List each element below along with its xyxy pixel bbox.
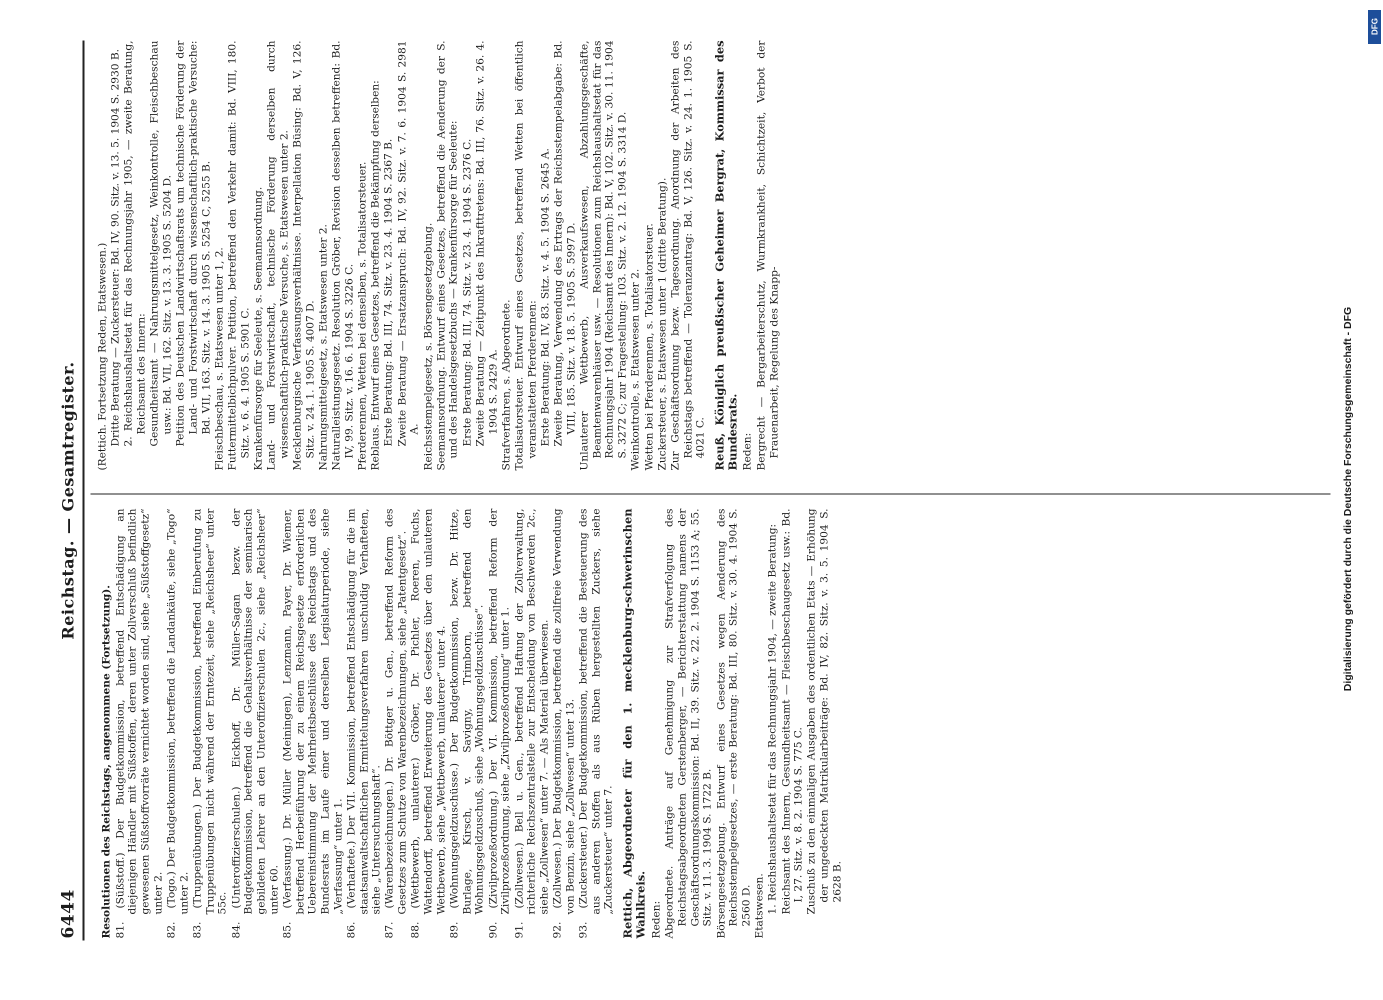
entry-text: Land- und Forstwirtschaft, technische Förderung derselben durch wissenschaftlich-praktische Versuche, s. Etatswesen unter 2. (265, 40, 290, 470)
entry-number: 88. (409, 921, 422, 938)
entry-text: Zuschuß zu den einmaligen Ausgaben des ordentlichen Etats — Erhöhung der ungedeckten Matrikularbeiträge: Bd. IV, 82. Sitz. v. 3. 5. 1904 S. 2628 B. (805, 508, 843, 914)
digitization-notice: Digitalisierung gefördert durch die Deutsche Forschungsgemeinschaft - DFG (1342, 306, 1354, 692)
index-entry (383, 508, 408, 938)
entry-number: 82. (165, 921, 178, 938)
entry-text: Krankenfürsorge für Seeleute, s. Seemannsordnung. (251, 186, 264, 470)
page-header (0, 0, 90, 1000)
entry-number: 93. (577, 921, 590, 938)
entry-text: Reblaus. Entwurf eines Gesetzes, betreffend die Bekämpfung derselben: (369, 79, 382, 470)
entry-text: Zur Geschäftsordnung bezw. Tagesordnung. Anordnung der Arbeiten des Reichstags betreffend — Toleranzantrag: Bd. V, 126. Sitz. v. 24. 1. 1905 S. 4021 C. (668, 40, 707, 470)
entry-text: (Unteroffizierschulen.) Eickhoff, Dr. Müller-Sagan bezw. der Budgetkommission, betreffend die Gehaltsverhältnisse der seminarisch gebildeten Lehrer an den Unteroffizierschulen 2c., siehe „Reichsheer“ unter 60. (229, 508, 280, 914)
entry-text: Etatswesen. (753, 872, 766, 938)
entry-text: (Süßstoff.) Der Budgetkommission, betreffend Entschädigung an diejenigen Händler mit Süßstoffen, deren unter Zollverschluß befindlich gewesenen Süßstoffvorräte vernichtet worden sind, siehe „Süßstoffgesetz“ unter 2. (113, 508, 164, 914)
index-entry (409, 508, 447, 938)
index-indent (174, 40, 212, 470)
index-speaker (621, 508, 646, 938)
entry-text: (Rettich. Fortsetzung Reden, Etatswesen.) (96, 242, 108, 470)
entry-number: 84. (229, 921, 242, 938)
index-plain (330, 40, 355, 470)
entry-text: (Zivilprozeßordnung.) Der VI. Kommission, betreffend Reform der Zivilprozeßordnung, siehe „Zivilprozeßordnung“ unter 1. (486, 508, 512, 914)
entry-text: Weinkontrolle, s. Etatswesen unter 2. (629, 268, 642, 470)
entry-text: 1. Reichshaushaltsetat für das Rechnungsjahr 1904, — zweite Beratung: (766, 523, 779, 914)
entry-text: Börsengesetzgebung. Entwurf eines Gesetzes wegen Aenderung des Reichsstempelgesetzes, — erste Beratung: Bd. III, 80. Sitz. v. 30. 4. 1904 S. 2560 D. (714, 508, 752, 938)
entry-text: Petition des Deutschen Landwirtschaftsrats um technische Förderung der Land- und Forstwirtschaft durch wissenschaftlich-praktische Versuche: Bd. VII, 163. Sitz. v. 14. 3. 1905 S. 5254 C, 5255 B. (174, 40, 212, 446)
index-label (741, 40, 754, 470)
dfg-logo (1368, 10, 1381, 44)
index-heading (100, 508, 113, 938)
entry-text: Futtermittelbichpulver. Petition, betreffend den Verkehr damit: Bd. VIII, 180. Sitz. v. 6. 4. 1905 S. 5901 C. (226, 40, 251, 470)
entry-text: Rettich, Abgeordneter für den 1. mecklenburg-schwerinschen Wahlkreis. (620, 508, 647, 938)
index-indent (148, 40, 173, 470)
entry-text: Resolutionen des Reichstags, angenommene (Fortsetzung). (100, 584, 112, 938)
header-rule (82, 40, 84, 940)
left-column (96, 508, 844, 938)
index-entry (487, 508, 512, 938)
entry-text: (Truppenübungen.) Der Budgetkommission, betreffend Einberufung zu Truppenübungen nicht während der Erntezeit, siehe „Reichsheer“ unter 55c. (190, 508, 229, 914)
entry-number: 81. (113, 921, 126, 938)
index-plain (213, 40, 226, 470)
entry-text: Totalisatorsteuer. Entwurf eines Gesetzes, betreffend Wetten bei öffentlich veranstalteten Pferderennen: (513, 40, 538, 470)
index-indent (805, 508, 843, 938)
index-plain (317, 40, 330, 470)
entry-text: Strafverfahren, s. Abgeordnete. (499, 299, 512, 470)
index-indent (552, 40, 577, 470)
index-indent (109, 40, 122, 470)
entry-text: (Verfassung.) Dr. Müller (Meiningen), Lenzmann, Payer, Dr. Wiemer, betreffend Herbeiführung der zu einem Reichsgesetze erforderlichen Uebereinstimmung der Mehrheitsbeschlüsse des Reichstags und des Bundesrats im Laufe einer und derselben Legislaturperiode, siehe „Verfassung“ unter 1. (280, 508, 344, 914)
index-plain (252, 40, 265, 470)
entry-number: 83. (190, 921, 203, 938)
index-entry (281, 508, 345, 938)
entry-text: Abgeordnete. Anträge auf Genehmigung zur Strafverfolgung des Reichstagsabgeordneten Gerstenberger, — Berichterstattung namens der Geschäftsordnungskommission: Bd. II, 39. Sitz. v. 22. 2. 1904 S. 1153 A; 55. Sitz. v. 11. 3. 1904 S. 1722 B. (663, 508, 714, 938)
entry-text: 2. Reichshaushaltsetat für das Rechnungsjahr 1905, — zweite Beratung, Reichsamt des Innern: (122, 40, 148, 446)
page-number: 6444 (58, 888, 78, 938)
index-entry (114, 508, 165, 938)
entry-text: Erste Beratung: Bd. III, 74. Sitz. v. 23. 4. 1904 S. 2376 C. (460, 138, 473, 446)
index-label (650, 508, 663, 938)
entry-text: Reden: (649, 900, 662, 938)
entry-text: Dritte Beratung — Zuckersteuer: Bd. IV, 90. Sitz. v. 13. 5. 1904 S. 2930 B. (109, 48, 122, 446)
entry-text: Reuß, Königlich preußischer Geheimer Bergrat, Kommissar des Bundesrats. (712, 40, 739, 470)
index-indent (539, 40, 552, 470)
entry-text: (Zuckersteuer.) Der Budgetkommission, betreffend die Besteuerung des aus anderen Stoffen als aus Rüben hergestellten Zuckers, siehe „Zuckersteuer“ unter 7. (577, 508, 615, 914)
entry-text: (Zollwesen.) Der Budgetkommission, betreffend die zollfreie Verwendung von Benzin, siehe „Zollwesen“ unter 13. (551, 508, 576, 914)
index-entry (345, 508, 383, 938)
index-entry (230, 508, 281, 938)
index-entry (577, 508, 615, 938)
index-plain (369, 40, 382, 470)
index-plain (715, 508, 753, 938)
index-plain (578, 40, 629, 470)
index-plain (96, 40, 109, 470)
index-entry (191, 508, 229, 938)
entry-text: Erste Beratung: Bd. III, 74. Sitz. v. 23. 4. 1904 S. 2367 B. (382, 138, 395, 446)
entry-number: 91. (512, 921, 525, 938)
index-plain (669, 40, 707, 470)
index-indent (122, 40, 147, 470)
entry-number: 87. (383, 921, 396, 938)
index-indent (396, 40, 421, 470)
index-plain (226, 40, 251, 470)
index-plain (513, 40, 538, 470)
entry-text: (Zollwesen.) Bell u. Gen., betreffend Haftung der Zollverwaltung, richterliche Reichszentralstelle zur Entscheidung von Beschwerden 2c., siehe „Zollwesen“ unter 7. — Als Material überwiesen. (512, 508, 550, 914)
entry-text: Reichsamt des Innern, Gesundheitsamt — Fleischbeschaugesetz usw.: Bd. I, 27. Sitz. v. 8. 2. 1904 S. 775 C. (779, 508, 805, 914)
entry-text: Zuckersteuer, s. Etatswesen unter 1 (dritte Beratung). (655, 177, 668, 470)
entry-number: 90. (486, 921, 499, 938)
index-plain (500, 40, 513, 470)
entry-number: 89. (447, 921, 460, 938)
running-title: Reichstag. — Gesamtregister. (58, 360, 77, 640)
entry-number: 85. (280, 921, 293, 938)
entry-text: Unlauterer Wettbewerb, Ausverkaufswesen, Abzahlungsgeschäfte, Beamtenwarenhäuser usw. — Resolutionen zum Reichshaushaltsetat für das Rechnungsjahr 1904 (Reichsamt des Innern): Bd. V, 102. Sitz. v. 30. 11. 1904 S. 3272 C; zur Fragestellung: 103. Sitz. v. 2. 12. 1904 S. 3314 D. (578, 40, 629, 470)
index-indent (474, 40, 499, 470)
entry-text: (Wohnungsgeldzuschüsse.) Der Budgetkommission, bezw. Dr. Hitze, Burlage, Kirsch, v. Savigny, Trimborn, betreffend den Wohnungsgeldzuschuß, siehe „Wohnungsgeldzuschüsse“. (447, 508, 486, 914)
entry-text: Reichsstempelgesetz, s. Börsengesetzgebung. (421, 222, 434, 470)
entry-text: Naturalleistungsgesetz. Resolution Gröber, Revision desselben betreffend: Bd. IV, 99. Sitz. v. 16. 6. 1904 S. 3226 C. (330, 40, 355, 470)
entry-text: Zweite Beratung — Zeitpunkt des Inkrafttretens: Bd. III, 76. Sitz. v. 26. 4. 1904 S. 2429 A. (473, 40, 499, 446)
entry-text: Zweite Beratung — Ersatzanspruch: Bd. IV, 92. Sitz. v. 7. 6. 1904 S. 2981 A. (395, 40, 421, 446)
index-plain (291, 40, 316, 470)
index-plain (356, 40, 369, 470)
index-speaker (713, 40, 738, 470)
entry-text: Mecklenburgische Verfassungsverhältnisse. Interpellation Büsing: Bd. V, 126. Sitz. v. 24. 1. 1905 S. 4007 D. (291, 40, 316, 470)
dfg-logo-text: DFG (1370, 18, 1380, 35)
entry-number: 86. (344, 921, 357, 938)
entry-text: (Wettbewerb, unlauterer.) Gröber, Dr. Pichler, Roeren, Fuchs, Wattendorff, betreffend Erweiterung des Gesetzes über den unlauteren Wettbewerb, siehe „Wettbewerb, unlauterer“ unter 4. (409, 508, 447, 914)
entry-text: Erste Beratung: Bd. IV, 83. Sitz. v. 4. 5. 1904 S. 2645 A. (538, 147, 551, 446)
index-indent (780, 508, 805, 938)
column-divider (90, 493, 1330, 494)
entry-text: Gesundheitsamt — Nahrungsmittelgesetz, Weinkontrolle, Fleischbeschau usw.: Bd. VII, 162. Sitz. v. 13. 3. 1905 S. 5204 D. (148, 40, 174, 446)
index-entry (551, 508, 576, 938)
index-entry (165, 508, 190, 938)
entry-text: (Togo.) Der Budgetkommission, betreffend die Landankäufe, siehe „Togo“ unter 2. (165, 508, 190, 914)
index-indent (461, 40, 474, 470)
index-indent (766, 508, 779, 938)
index-plain (663, 508, 714, 938)
entry-text: Reden: (741, 432, 754, 470)
index-plain (422, 40, 435, 470)
index-entry (513, 508, 551, 938)
entry-text: Pferderennen, Wetten bei denselben, s. Totalisatorsteuer. (356, 161, 369, 470)
entry-text: Bergrecht — Bergarbeiterschutz, Wurmkrankheit, Schichtzeit, Verbot der Frauenarbeit, Regelung des Knapp- (755, 40, 780, 470)
index-plain (753, 508, 766, 938)
index-plain (656, 40, 669, 470)
entry-text: Fleischbeschau, s. Etatswesen unter 1, 2. (212, 246, 225, 470)
index-plain (265, 40, 290, 470)
index-entry (448, 508, 486, 938)
entry-text: (Warenbezeichnungen.) Dr. Böttger u. Gen., betreffend Reform des Gesetzes zum Schutze von Warenbezeichnungen, siehe „Patentgesetz“. (383, 508, 409, 914)
entry-text: Zweite Beratung, Verwendung des Ertrags der Reichsstempelabgabe: Bd. VIII, 185. Sitz. v. 18. 5. 1905 S. 5997 D. (552, 40, 577, 446)
index-indent (382, 40, 395, 470)
entry-text: Nahrungsmittelgesetz, s. Etatswesen unter 2. (316, 223, 329, 470)
entry-text: Wetten bei Pferderennen, s. Totalisatorsteuer. (642, 222, 655, 470)
index-plain (755, 40, 780, 470)
entry-text: (Verhaftete.) Der VII. Kommission, betreffend Entschädigung für die im staatsanwaltschaftlichen Ermittelungsverfahren unschuldig Verhafteten, siehe „Untersuchungshaft“. (344, 508, 383, 914)
index-plain (435, 40, 460, 470)
entry-number: 92. (551, 921, 564, 938)
index-plain (629, 40, 642, 470)
index-plain (643, 40, 656, 470)
entry-text: Seemannsordnung. Entwurf eines Gesetzes, betreffend die Aenderung der S. und des Handelsgesetzbuchs — Krankenfürsorge für Seeleute: (434, 40, 460, 470)
right-column (96, 40, 781, 470)
